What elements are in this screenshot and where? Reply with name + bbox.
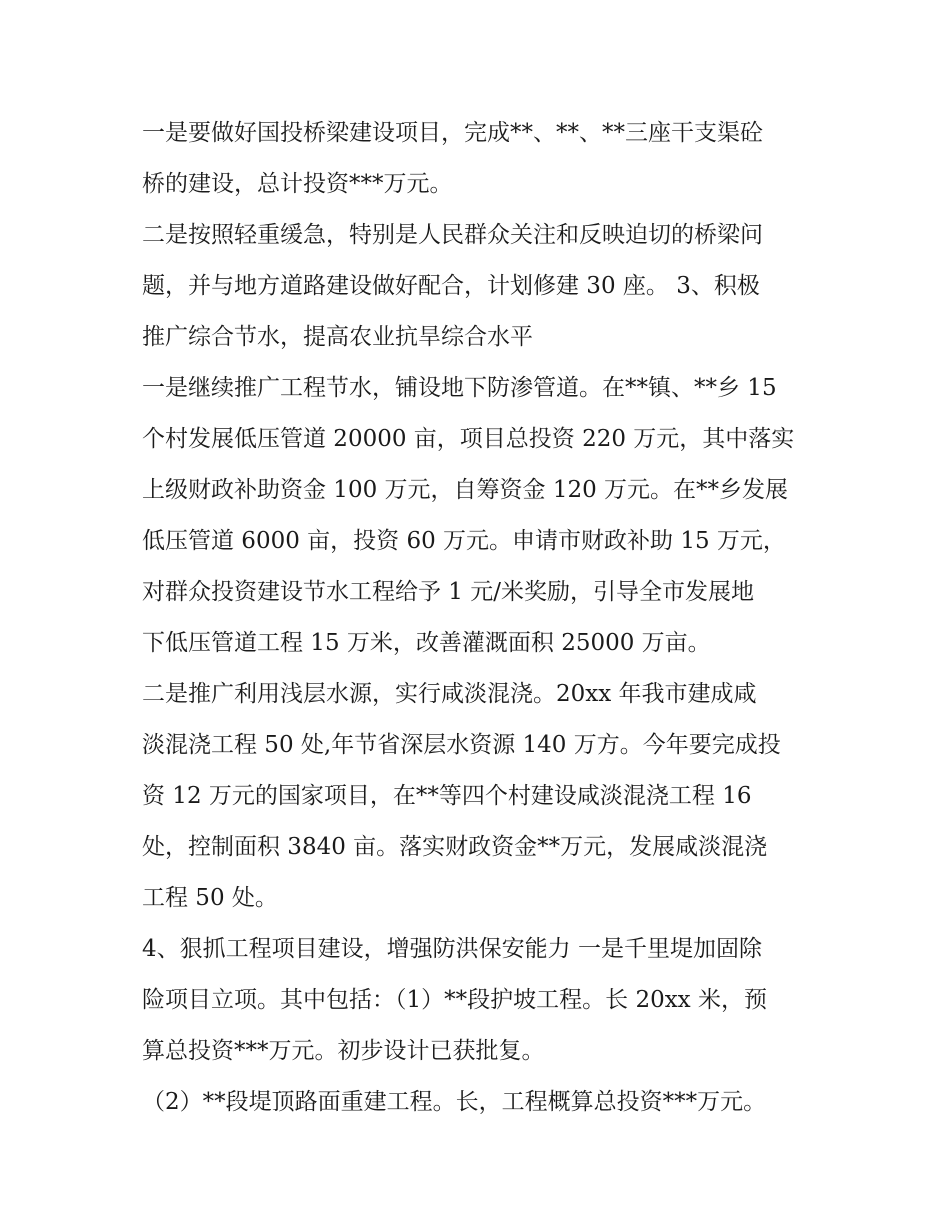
text-line: 一是要做好国投桥梁建设项目，完成**、**、**三座干支渠砼 xyxy=(142,120,763,146)
text-line: 处，控制面积 3840 亩。落实财政资金**万元，发展咸淡混浇 xyxy=(142,834,768,860)
text-line: 一是继续推广工程节水，铺设地下防渗管道。在**镇、**乡 15 xyxy=(142,375,777,401)
text-line: 淡混浇工程 50 处,年节省深层水资源 140 万方。今年要完成投 xyxy=(142,732,781,758)
document-body xyxy=(142,108,822,1128)
text-line: 推广综合节水，提高农业抗旱综合水平 xyxy=(142,324,533,350)
text-line: 资 12 万元的国家项目，在**等四个村建设咸淡混浇工程 16 xyxy=(142,783,752,809)
text-line: 对群众投资建设节水工程给予 1 元/米奖励，引导全市发展地 xyxy=(142,579,755,605)
text-line: 工程 50 处。 xyxy=(142,885,278,911)
text-line: 算总投资***万元。初步设计已获批复。 xyxy=(142,1038,545,1064)
text-line: 上级财政补助资金 100 万元，自筹资金 120 万元。在**乡发展 xyxy=(142,477,789,503)
text-line: 题，并与地方道路建设做好配合，计划修建 30 座。 3、积极 xyxy=(142,273,760,299)
text-line: （2）**段堤顶路面重建工程。长，工程概算总投资***万元。 xyxy=(142,1089,767,1115)
text-line: 个村发展低压管道 20000 亩，项目总投资 220 万元，其中落实 xyxy=(142,426,795,452)
text-line: 低压管道 6000 亩，投资 60 万元。申请市财政补助 15 万元， xyxy=(142,528,786,554)
text-line: 二是按照轻重缓急，特别是人民群众关注和反映迫切的桥梁问 xyxy=(142,222,763,248)
text-line: 险项目立项。其中包括：（1）**段护坡工程。长 20xx 米，预 xyxy=(142,987,767,1013)
text-line: 桥的建设，总计投资***万元。 xyxy=(142,171,453,197)
text-line: 二是推广利用浅层水源，实行咸淡混浇。20xx 年我市建成咸 xyxy=(142,681,757,707)
text-line: 下低压管道工程 15 万米，改善灌溉面积 25000 万亩。 xyxy=(142,630,711,656)
text-line: 4、狠抓工程项目建设，增强防洪保安能力 一是千里堤加固除 xyxy=(142,936,762,962)
